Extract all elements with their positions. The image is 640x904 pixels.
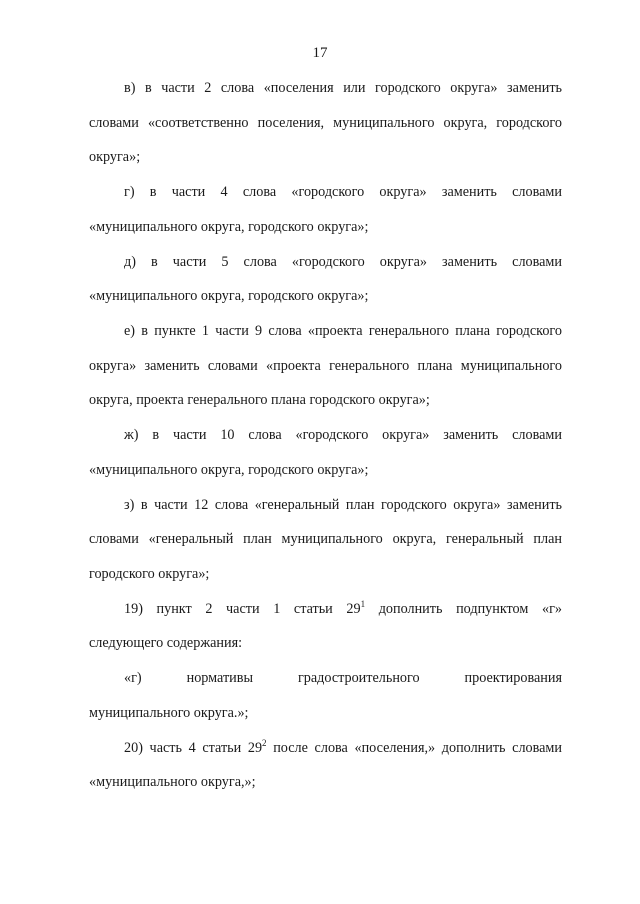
text-line: «муниципального округа,»;: [89, 774, 256, 790]
text-line: городского округа»;: [89, 566, 210, 582]
text-line: округа, проекта генерального плана городского округа»;: [89, 392, 430, 408]
text-line-with-superscript: [124, 739, 562, 757]
text-line: словами «соответственно поселения, муниципального округа, городского: [89, 115, 562, 131]
page-number: 17: [312, 45, 328, 61]
superscript: 1: [360, 599, 366, 609]
text-line: «муниципального округа, городского округа»;: [89, 462, 369, 478]
text-fragment: 19) пункт 2 части 1 статьи 29: [124, 601, 361, 617]
text-line: в) в части 2 слова «поселения или городского округа» заменить: [124, 80, 562, 96]
text-line: округа»;: [89, 149, 141, 165]
text-line: «муниципального округа, городского округа»;: [89, 219, 369, 235]
text-line: г) в части 4 слова «городского округа» заменить словами: [124, 184, 562, 200]
text-line: ж) в части 10 слова «городского округа» заменить словами: [124, 427, 562, 443]
text-line: е) в пункте 1 части 9 слова «проекта генерального плана городского: [124, 323, 562, 339]
text-line: з) в части 12 слова «генеральный план городского округа» заменить: [124, 497, 562, 513]
text-line: следующего содержания:: [89, 635, 243, 651]
text-fragment: дополнить подпунктом «г»: [378, 601, 562, 617]
superscript: 2: [262, 738, 267, 748]
text-line: д) в части 5 слова «городского округа» заменить словами: [124, 254, 562, 270]
text-line-with-superscript: [124, 600, 562, 618]
text-line: «муниципального округа, городского округа»;: [89, 288, 369, 304]
text-line: «г) нормативы градостроительного проектирования: [124, 670, 562, 686]
text-line: муниципального округа.»;: [89, 705, 249, 721]
text-fragment: после слова «поселения,» дополнить словами: [273, 740, 562, 756]
text-fragment: 20) часть 4 статьи 29: [124, 740, 263, 756]
text-line: округа» заменить словами «проекта генерального плана муниципального: [89, 358, 562, 374]
text-line: словами «генеральный план муниципального округа, генеральный план: [89, 531, 562, 547]
